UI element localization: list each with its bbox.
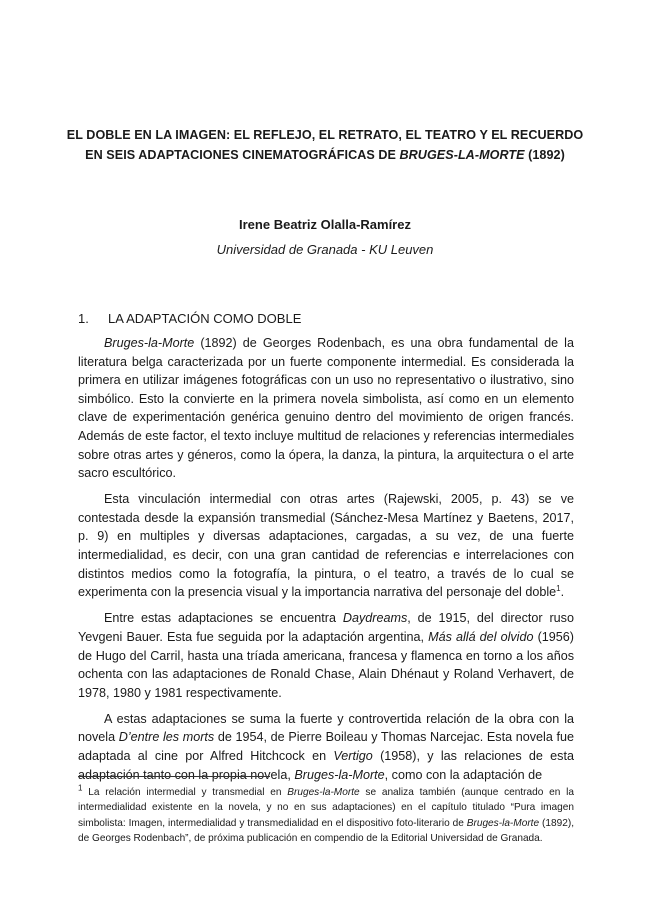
author-name: Irene Beatriz Olalla-Ramírez [239, 217, 411, 232]
paper-title [60, 125, 590, 165]
body-text [78, 334, 574, 792]
paragraph [78, 710, 574, 784]
italic-text: Daydreams [342, 611, 408, 626]
italic-text: Más allá del olvido [428, 629, 534, 644]
text-run: La relación intermedial y transmedial en [82, 787, 288, 798]
author-affiliation: Universidad de Granada - KU Leuven [216, 242, 434, 257]
paragraph [78, 490, 574, 602]
text-run: (1892), de Georges Rodenbach”, de próxima publicación en compendio de la Editorial Universidad de Granada. [78, 817, 574, 845]
section-number: 1. [78, 311, 89, 326]
text-run: . [560, 585, 565, 600]
text-run: (1956) de Hugo del Carril, hasta una tríada americana, francesa y flamenca en torno a los años ochenta con las adaptaciones de Ronald Chase, Alain Dhénaut y Roland Verhavert, de 1978, 1980 y 1981 respectivamente. [78, 629, 575, 700]
title-line-2 [60, 145, 590, 165]
italic-text: Bruges-la-Morte [294, 767, 385, 782]
title-line-1: EL DOBLE EN LA IMAGEN: EL REFLEJO, EL RETRATO, EL TEATRO Y EL RECUERDO [66, 128, 584, 142]
text-run: (1958), y las relaciones de esta adaptación tanto con la propia novela, [78, 748, 574, 782]
footnote-separator [78, 776, 270, 777]
footnote-marker: 1 [556, 584, 561, 594]
title-work-name: BRUGES-LA-MORTE [399, 148, 525, 162]
italic-text: Bruges-la-Morte [287, 787, 360, 798]
text-run: , como con la adaptación de [384, 767, 543, 782]
footnote [78, 785, 574, 847]
text-run: A estas adaptaciones se suma la fuerte y controvertida relación de la obra con la novela [78, 711, 574, 745]
italic-text: Bruges-la-Morte [104, 336, 195, 350]
section-title: LA ADAPTACIÓN COMO DOBLE [108, 311, 302, 326]
paragraph [78, 609, 574, 702]
italic-text: Bruges-la-Morte [466, 817, 540, 829]
text-run: se analiza también (aunque centrado en la intermedialidad existente en la novela, y no en sus adaptaciones) en el capítulo titulado “Pura imagen simbolista: Imagen, intermedialidad y transmedialidad en el dispositivo foto-literario de [78, 787, 574, 829]
italic-text: D’entre les morts [118, 730, 215, 745]
text-run: (1892) de Georges Rodenbach, es una obra fundamental de la literatura belga caracterizada por un fuerte componente intermedial. Es considerada la primera en utilizar imágenes fotográficas con un uso no representativo o ilustrativo, sino simbólico. Esto la convierte en la primera novela simbolista, así como en un elemento clave de experimentación genérica genuino dentro del movimiento de origen francés. Además de este factor, el texto incluye multitud de relaciones y referencias intermediales sobre otras artes y géneros, como la ópera, la danza, la pintura, la arquitectura o el arte sacro escultórico. [78, 336, 574, 481]
paragraph [78, 334, 574, 483]
section-heading [78, 310, 301, 328]
title-year: (1892) [524, 148, 565, 162]
italic-text: Vertigo [333, 748, 373, 763]
text-run: Entre estas adaptaciones se encuentra [104, 611, 343, 626]
text-run: , de 1915, del director ruso Yevgeni Bauer. Esta fue seguida por la adaptación argentina, [78, 611, 574, 644]
title-text: EN SEIS ADAPTACIONES CINEMATOGRÁFICAS DE [85, 148, 400, 162]
footnote-marker: 1 [78, 783, 83, 793]
text-run: Esta vinculación intermedial con otras artes (Rajewski, 2005, p. 43) se ve contestada desde la expansión transmedial (Sánchez-Mesa Martínez y Baetens, 2017, p. 9) en multiples y diversas adaptaciones, cargadas, a su vez, de una fuerte intermedialidad, es decir, con una gran cantidad de referencias e interrelaciones con distintos medios como la fotografía, la pintura, o el teatro, a través de lo cual se experimenta con la presencia visual y la importancia narrativa del personaje del doble [78, 492, 574, 600]
text-run: de 1954, de Pierre Boileau y Thomas Narcejac. Esta novela fue adaptada al cine por Alfred Hitchcock en [78, 730, 574, 763]
